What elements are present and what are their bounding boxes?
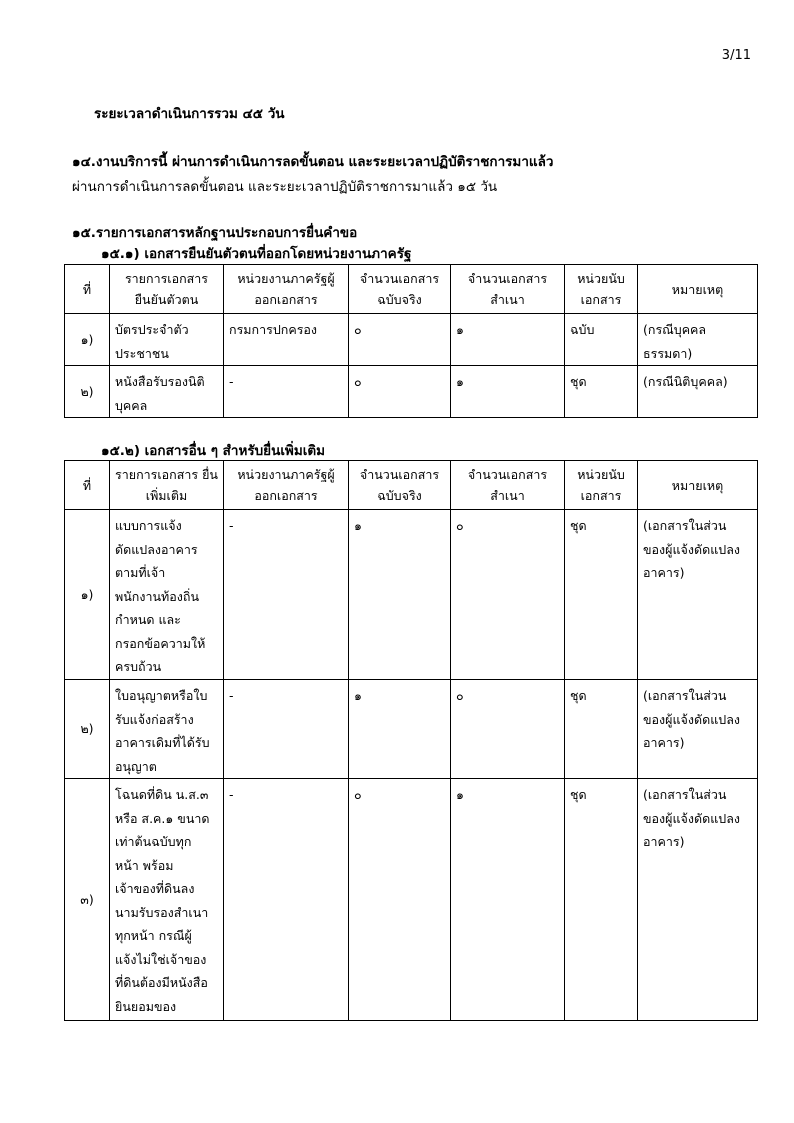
remark: (กรณีนิติบุคคล) — [638, 366, 758, 418]
copy-count: ๑ — [451, 314, 565, 366]
total-duration: ระยะเวลาดำเนินการรวม ๔๕ วัน — [94, 106, 285, 122]
remark: (เอกสารในส่วน ของผู้แจ้งดัดแปลง อาคาร) — [638, 510, 758, 680]
copy-count: ๐ — [451, 680, 565, 779]
header-unit: หน่วยนับ เอกสาร — [565, 265, 638, 314]
row-number: ๑) — [65, 510, 110, 680]
original-count: ๑ — [349, 510, 451, 680]
row-number: ๒) — [65, 680, 110, 779]
original-count: ๐ — [349, 366, 451, 418]
document-name: แบบการแจ้ง ดัดแปลงอาคาร ตามที่เจ้า พนักงานท้องถิ่น กำหนด และ กรอกข้อความให้ ครบถ้วน — [110, 510, 224, 680]
copy-count: ๑ — [451, 779, 565, 1021]
table-row — [65, 680, 758, 779]
document-name: โฉนดที่ดิน น.ส.๓ หรือ ส.ค.๑ ขนาด เท่าต้นฉบับทุก หน้า พร้อม เจ้าของที่ดินลง นามรับรองสำเนา ทุกหน้า กรณีผู้ แจ้งไม่ใช่เจ้าของ ที่ดินต้องมีหนังสือ ยินยอมของ — [110, 779, 224, 1021]
section-15-2-heading: ๑๕.๒) เอกสารอื่น ๆ สำหรับยื่นเพิ่มเติม — [101, 443, 326, 459]
header-no: ที่ — [65, 265, 110, 314]
section-14-heading: ๑๔.งานบริการนี้ ผ่านการดำเนินการลดขั้นตอน และระยะเวลาปฏิบัติราชการมาแล้ว — [72, 154, 554, 170]
header-document-name: รายการเอกสาร ยื่นเพิ่มเติม — [110, 461, 224, 510]
document-name: ใบอนุญาตหรือใบ รับแจ้งก่อสร้าง อาคารเดิมที่ได้รับ อนุญาต — [110, 680, 224, 779]
original-count: ๐ — [349, 779, 451, 1021]
section-14-detail: ผ่านการดำเนินการลดขั้นตอน และระยะเวลาปฏิบัติราชการมาแล้ว ๑๕ วัน — [72, 179, 498, 195]
header-no: ที่ — [65, 461, 110, 510]
document-name: บัตรประจำตัว ประชาชน — [110, 314, 224, 366]
header-remark: หมายเหตุ — [638, 265, 758, 314]
issuing-agency: - — [224, 510, 349, 680]
unit: ชุด — [565, 366, 638, 418]
row-number: ๑) — [65, 314, 110, 366]
unit: ฉบับ — [565, 314, 638, 366]
table-header-row — [65, 461, 758, 510]
original-count: ๑ — [349, 680, 451, 779]
header-issuing-agency: หน่วยงานภาครัฐผู้ ออกเอกสาร — [224, 265, 349, 314]
header-original-count: จำนวนเอกสาร ฉบับจริง — [349, 265, 451, 314]
original-count: ๐ — [349, 314, 451, 366]
copy-count: ๑ — [451, 366, 565, 418]
unit: ชุด — [565, 779, 638, 1021]
section-15-heading: ๑๕.รายการเอกสารหลักฐานประกอบการยื่นคำขอ — [72, 225, 358, 241]
remark: (กรณีบุคคล ธรรมดา) — [638, 314, 758, 366]
issuing-agency: - — [224, 680, 349, 779]
table-row — [65, 510, 758, 680]
copy-count: ๐ — [451, 510, 565, 680]
issuing-agency: - — [224, 366, 349, 418]
table-header-row — [65, 265, 758, 314]
header-original-count: จำนวนเอกสาร ฉบับจริง — [349, 461, 451, 510]
row-number: ๒) — [65, 366, 110, 418]
header-issuing-agency: หน่วยงานภาครัฐผู้ ออกเอกสาร — [224, 461, 349, 510]
issuing-agency: กรมการปกครอง — [224, 314, 349, 366]
header-document-name: รายการเอกสาร ยืนยันตัวตน — [110, 265, 224, 314]
remark: (เอกสารในส่วน ของผู้แจ้งดัดแปลง อาคาร) — [638, 680, 758, 779]
row-number: ๓) — [65, 779, 110, 1021]
unit: ชุด — [565, 680, 638, 779]
section-15-1-heading: ๑๕.๑) เอกสารยืนยันตัวตนที่ออกโดยหน่วยงานภาครัฐ — [101, 246, 412, 262]
header-unit: หน่วยนับ เอกสาร — [565, 461, 638, 510]
header-copy-count: จำนวนเอกสาร สำเนา — [451, 265, 565, 314]
issuing-agency: - — [224, 779, 349, 1021]
table-row — [65, 779, 758, 1021]
table-row — [65, 366, 758, 418]
additional-documents-table — [64, 460, 758, 1021]
page-number: 3/11 — [721, 48, 751, 63]
table-row — [65, 314, 758, 366]
remark: (เอกสารในส่วน ของผู้แจ้งดัดแปลง อาคาร) — [638, 779, 758, 1021]
identity-documents-table — [64, 264, 758, 418]
header-copy-count: จำนวนเอกสาร สำเนา — [451, 461, 565, 510]
header-remark: หมายเหตุ — [638, 461, 758, 510]
document-name: หนังสือรับรองนิติ บุคคล — [110, 366, 224, 418]
unit: ชุด — [565, 510, 638, 680]
